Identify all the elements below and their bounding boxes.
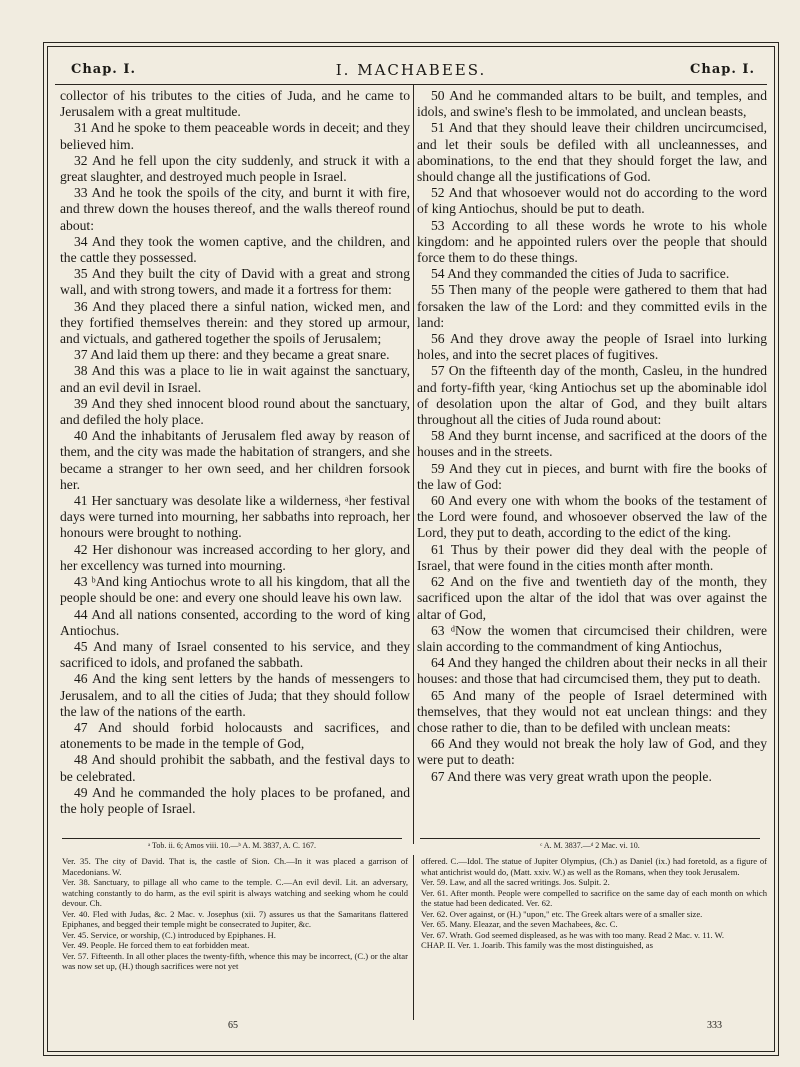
footnote: Ver. 38. Sanctuary, to pillage all who came to the temple. C.—An evil devil. Lit. an adversary, watching constantly to do harm, as the evil spirit is always watching and seeking whom he could devour. Ch. xyxy=(62,877,408,908)
footnotes-right xyxy=(421,856,767,951)
running-header xyxy=(55,56,767,85)
right-text-column xyxy=(417,88,767,785)
verse-56: 56 And they drove away the people of Israel into lurking holes, and into the secret places of fugitives. xyxy=(417,331,767,363)
footnotes-left xyxy=(62,856,408,972)
verse-59: 59 And they cut in pieces, and burnt with fire the books of the law of God: xyxy=(417,460,767,492)
verse-63: 63 ᵈNow the women that circumcised their children, were slain according to the commandment of king Antiochus, xyxy=(417,622,767,654)
verse-37: 37 And laid them up there: and they became a great snare. xyxy=(74,347,390,363)
verse-64: 64 And they hanged the children about their necks in all their houses: and those that had circumcised them, they put to death. xyxy=(417,655,767,687)
verse-35: 35 And they built the city of David with a great and strong wall, and with strong towers, and made it a fortress for them: xyxy=(60,266,410,298)
verse-44: 44 And all nations consented, according to the word of king Antiochus. xyxy=(60,606,410,638)
footnote: offered. C.—Idol. The statue of Jupiter Olympius, (Ch.) as Daniel (ix.) had foretold, as a figure of what antichrist would do, (Matt. xxiv. W.) as well as the Romans, when they took Jerusalem. xyxy=(421,856,767,877)
verse-47: 47 And should forbid holocausts and sacrifices, and atonements to be made in the temple of God, xyxy=(60,719,410,752)
notes-divider xyxy=(413,855,414,1020)
column-divider xyxy=(413,84,414,844)
verse-52: 52 And that whosoever would not do according to the word of king Antiochus, should be put to death. xyxy=(417,185,767,217)
verse-62: 62 And on the five and twentieth day of the month, they sacrificed upon the altar of the idol that was over against the altar of God, xyxy=(417,574,767,622)
verse-33: 33 And he took the spoils of the city, and burnt it with fire, and threw down the houses thereof, and the walls thereof round about: xyxy=(60,185,410,233)
left-text-column xyxy=(60,88,410,817)
verse-45: 45 And many of Israel consented to his service, and they sacrificed to idols, and profaned the sabbath. xyxy=(60,638,410,671)
verse-53: 53 According to all these words he wrote to his whole kingdom: and he appointed rulers over the people that should force them to do these things. xyxy=(417,217,767,266)
verse-41: 41 Her sanctuary was desolate like a wilderness, ᵃher festival days were turned into mourning, her sabbaths into reproach, her honours were brought to nothing. xyxy=(60,493,410,541)
footnote: Ver. 59. Law, and all the sacred writings. Jos. Sulpit. 2. xyxy=(421,877,610,887)
verse-58: 58 And they burnt incense, and sacrificed at the doors of the houses and in the streets. xyxy=(417,428,767,460)
verse-55: 55 Then many of the people were gathered to them that had forsaken the law of the Lord: and they committed evils in the land: xyxy=(417,282,767,330)
verse-40: 40 And the inhabitants of Jerusalem fled away by reason of them, and the city was made the habitation of strangers, and she became a stranger to her own seed, and her children forsook her. xyxy=(60,428,410,492)
footnote: Ver. 35. The city of David. That is, the castle of Sion. Ch.—In it was placed a garrison of Macedonians. W. xyxy=(62,856,408,877)
footnote: Ver. 40. Fled with Judas, &c. 2 Mac. v. Josephus (xii. 7) assures us that the Samaritans flattered Epiphanes, and begged their temple might be consecrated to Jupiter, &c. xyxy=(62,908,408,929)
verse-39: 39 And they shed innocent blood round about the sanctuary, and defiled the holy place. xyxy=(60,395,410,428)
verse-65: 65 And many of the people of Israel determined with themselves, that they would not eat unclean things: and they chose rather to die, than to be defiled with unclean meats: xyxy=(417,687,767,735)
verse-30-cont: collector of his tributes to the cities of Juda, and he came to Jerusalem with a great multitude. xyxy=(60,88,410,120)
verse-36: 36 And they placed there a sinful nation, wicked men, and they fortified themselves therein: and they stored up armour, and victuals, and gathered together the spoils of Jerusalem; xyxy=(60,298,410,347)
verse-38: 38 And this was a place to lie in wait against the sanctuary, and an evil devil in Israel. xyxy=(60,363,410,395)
verse-49: 49 And he commanded the holy places to be profaned, and the holy people of Israel. xyxy=(60,784,410,816)
verse-43: 43 ᵇAnd king Antiochus wrote to all his kingdom, that all the people should be one: and every one should leave his own law. xyxy=(60,574,410,606)
footnote: Ver. 61. After month. People were compelled to sacrifice on the same day of each month on which the statue had been dedicated. Ver. 62. xyxy=(421,887,767,908)
footnote: Ver. 62. Over against, or (H.) "upon," etc. The Greek altars were of a smaller size. xyxy=(421,908,703,919)
verse-51: 51 And that they should leave their children uncircumcised, and let their souls be defiled with all uncleannesses, and abominations, to the end that they should forget the law, and should change all the justifications of God. xyxy=(417,120,767,185)
footnote: Ver. 57. Fifteenth. In all other places the twenty-fifth, whence this may be incorrect, (C.) or the altar was now set up, (H.) though sacrifices were not yet xyxy=(62,950,408,971)
verse-48: 48 And should prohibit the sabbath, and the festival days to be celebrated. xyxy=(60,752,410,784)
verse-42: 42 Her dishonour was increased according to her glory, and her excellency was turned into mourning. xyxy=(60,541,410,573)
verse-57: 57 On the fifteenth day of the month, Casleu, in the hundred and forty-fifth year, ᶜking Antiochus set up the abominable idol of desolation upon the altar of God, and they built altars throughout all the cities of Juda round about: xyxy=(417,363,767,428)
verse-32: 32 And he fell upon the city suddenly, and struck it with a great slaughter, and destroyed much people in Israel. xyxy=(60,152,410,185)
footnote: Ver. 45. Service, or worship, (C.) introduced by Epiphanes. H. xyxy=(62,929,276,940)
book-title: I. MACHABEES. xyxy=(335,61,487,79)
cross-reference-right: ᶜ A. M. 3837.—ᵈ 2 Mac. vi. 10. xyxy=(420,838,760,850)
cross-reference-left: ᵃ Tob. ii. 6; Amos viii. 10.—ᵇ A. M. 3837, A. C. 167. xyxy=(62,838,402,850)
page-number-right: 333 xyxy=(707,1020,722,1031)
verse-34: 34 And they took the women captive, and the children, and the cattle they possessed. xyxy=(60,233,410,266)
verse-66: 66 And they would not break the holy law of God, and they were put to death: xyxy=(417,736,767,768)
verse-31: 31 And he spoke to them peaceable words in deceit; and they believed him. xyxy=(60,120,410,152)
page-number-left: 65 xyxy=(228,1020,238,1031)
chapter-label-right: Chap. I. xyxy=(690,62,755,77)
verse-50: 50 And he commanded altars to be built, and temples, and idols, and swine's flesh to be immolated, and unclean beasts, xyxy=(417,88,767,120)
footnote: Ver. 67. Wrath. God seemed displeased, as he was with too many. Read 2 Mac. v. 11. W. xyxy=(421,929,725,940)
footnote: Ver. 49. People. He forced them to eat forbidden meat. xyxy=(62,940,250,950)
footnote: Ver. 65. Many. Eleazar, and the seven Machabees, &c. C. xyxy=(421,919,618,929)
verse-60: 60 And every one with whom the books of the testament of the Lord were found, and whosoever observed the law of the Lord, they put to death, according to the edict of the king. xyxy=(417,493,767,541)
verse-46: 46 And the king sent letters by the hands of messengers to Jerusalem, and to all the cities of Juda; that they should follow the law of the nations of the earth. xyxy=(60,671,410,719)
verse-67: 67 And there was very great wrath upon the people. xyxy=(431,768,712,784)
footnote: CHAP. II. Ver. 1. Joarib. This family was the most distinguished, as xyxy=(421,940,653,950)
verse-54: 54 And they commanded the cities of Juda to sacrifice. xyxy=(431,266,730,282)
chapter-label-left: Chap. I. xyxy=(71,62,136,77)
verse-61: 61 Thus by their power did they deal with the people of Israel, that were found in the cities month after month. xyxy=(417,541,767,573)
